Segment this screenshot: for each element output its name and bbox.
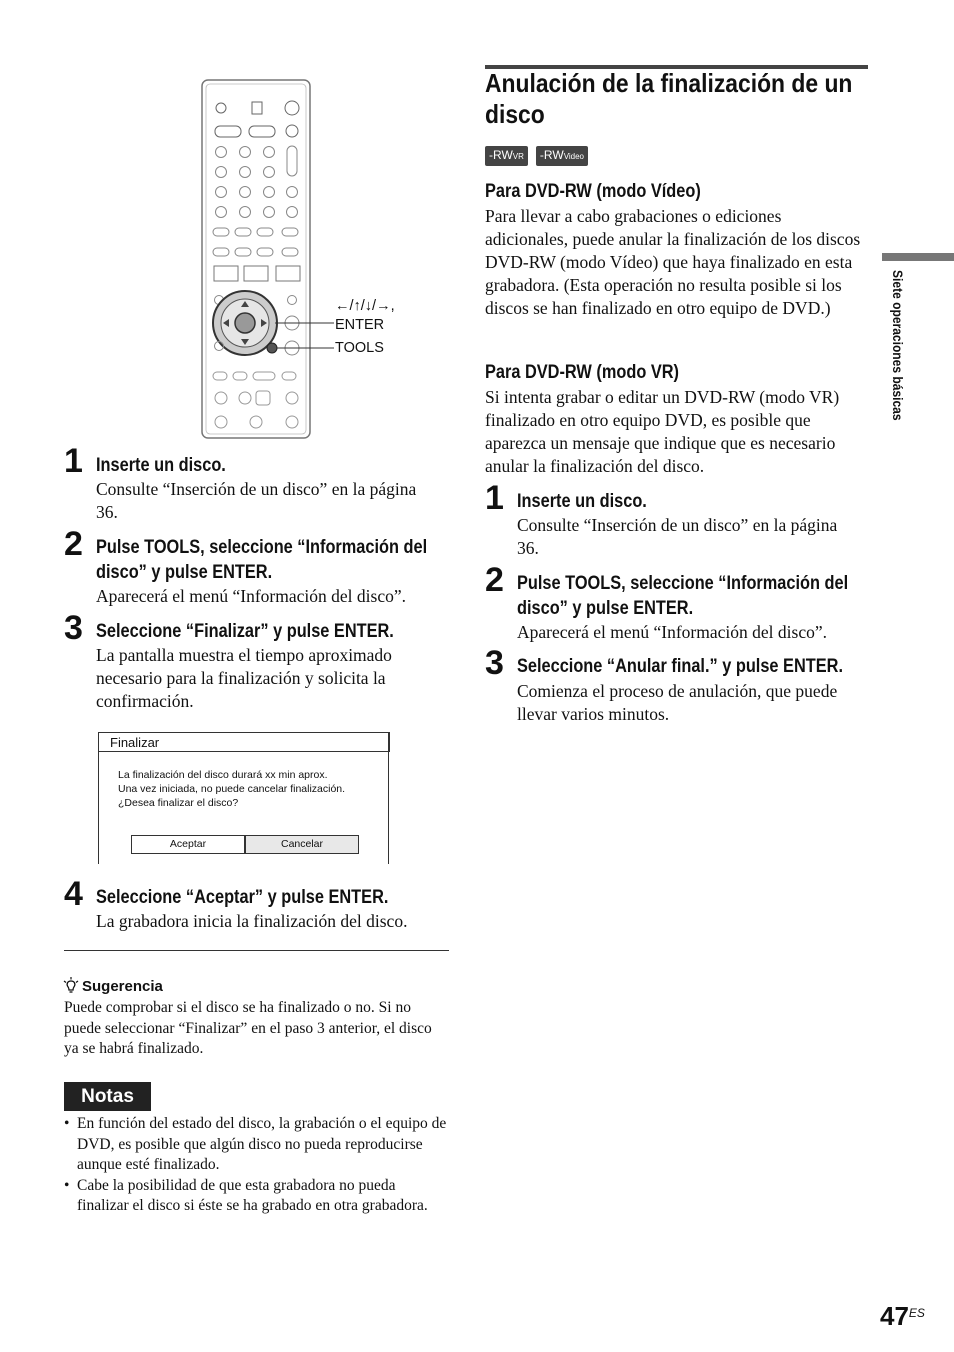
dialog-cancel-button[interactable]: Cancelar	[245, 835, 359, 854]
page-title: Anulación de la finalización de un disco	[485, 68, 853, 129]
page-number: $47^{ES}$	[880, 1301, 925, 1331]
left-step-3-body: La pantalla muestra el tiempo aproximado necesario para la finalización y solicita la confirmación.	[96, 645, 392, 711]
left-step-3-number: 3	[64, 609, 83, 647]
dialog-line-2: Una vez iniciada, no puede cancelar finalización.	[118, 783, 346, 795]
side-tab-bar	[882, 253, 954, 261]
dialog-title: Finalizar	[110, 735, 160, 750]
right-step-1-body: Consulte “Inserción de un disco” en la página 36.	[517, 515, 838, 558]
side-tab-label: Siete operaciones básicas	[890, 270, 906, 421]
left-step-3-title: Seleccione “Finalizar” y pulse ENTER.	[96, 621, 394, 642]
left-step-2-body: Aparecerá el menú “Información del disco”.	[96, 586, 406, 606]
left-step-4-body: La grabadora inicia la finalización del disco.	[96, 911, 408, 931]
left-step-2-title-line-2: disco” y pulse ENTER.	[96, 562, 273, 583]
left-step-2-number: 2	[64, 525, 83, 563]
remote-enter-label: ENTER	[335, 317, 385, 333]
right-step-2-body: Aparecerá el menú “Información del disco”.	[517, 622, 827, 642]
tip-heading: Sugerencia	[82, 978, 163, 995]
remote-tools-label: TOOLS	[335, 340, 384, 356]
left-step-1-number: 1	[64, 442, 83, 480]
left-step-4-title: Seleccione “Aceptar” y pulse ENTER.	[96, 887, 389, 908]
notes-heading: Notas	[64, 1082, 151, 1111]
section-2-heading: Para DVD-RW (modo VR)	[485, 362, 679, 383]
right-step-2-title-line-1: Pulse TOOLS, seleccione “Información del	[517, 573, 849, 594]
right-step-1-number: 1	[485, 479, 504, 517]
right-step-2-title-line-2: disco” y pulse ENTER.	[517, 598, 694, 619]
right-step-1-title: Inserte un disco.	[517, 491, 647, 512]
left-step-4-number: 4	[64, 875, 83, 913]
right-step-3-title: Seleccione “Anular final.” y pulse ENTER.	[517, 656, 843, 677]
right-step-3-number: 3	[485, 644, 504, 682]
note-item: • Cabe la posibilidad de que esta grabadora no pueda finalizar el disco si éste se ha grabado en otra grabadora.	[64, 1176, 450, 1217]
left-step-1-body: Consulte “Inserción de un disco” en la página 36.	[96, 479, 417, 522]
tip-divider	[64, 950, 449, 951]
dialog-line-3: ¿Desea finalizar el disco?	[118, 797, 239, 809]
right-step-3-body: Comienza el proceso de anulación, que puede llevar varios minutos.	[517, 681, 838, 724]
section-1-body: Para llevar a cabo grabaciones o ediciones adicionales, puede anular la finalización de los discos DVD-RW (modo Vídeo) que haya finalizado en esta grabadora. (Esta operación no resulta posible si los discos se han finalizado en otro equipo de DVD.)	[485, 206, 861, 318]
side-tab	[888, 270, 912, 470]
note-item: • En función del estado del disco, la grabación o el equipo de DVD, es posible que algún disco no pueda reproducirse aunque esté finalizado.	[64, 1114, 450, 1176]
section-2-body: Si intenta grabar o editar un DVD-RW (modo VR) finalizado en otro equipo DVD, es posible que aparezca un mensaje que indique que es necesario anular la finalización del disco.	[485, 387, 840, 476]
dialog-line-1: La finalización del disco durará xx min aprox.	[118, 769, 328, 781]
badge-rw-video: -RWVideo	[536, 146, 588, 166]
left-step-1-title: Inserte un disco.	[96, 455, 226, 476]
section-1-heading: Para DVD-RW (modo Vídeo)	[485, 181, 701, 202]
notes-list	[64, 1114, 450, 1217]
dialog-accept-button[interactable]: Aceptar	[131, 835, 245, 854]
badge-rw-vr: -RWVR	[485, 146, 528, 166]
right-step-2-number: 2	[485, 561, 504, 599]
remote-arrows-label: ←/↑/↓/→,	[335, 298, 395, 314]
finalize-dialog	[98, 732, 390, 864]
tip-body: Puede comprobar si el disco se ha finalizado o no. Si no puede seleccionar “Finalizar” en el paso 3 anterior, el disco ya se habrá finalizado.	[64, 999, 432, 1057]
media-badges	[485, 146, 596, 166]
lightbulb-icon	[63, 977, 79, 995]
left-step-2-title-line-1: Pulse TOOLS, seleccione “Información del	[96, 537, 428, 558]
remote-control-illustration	[196, 76, 316, 442]
